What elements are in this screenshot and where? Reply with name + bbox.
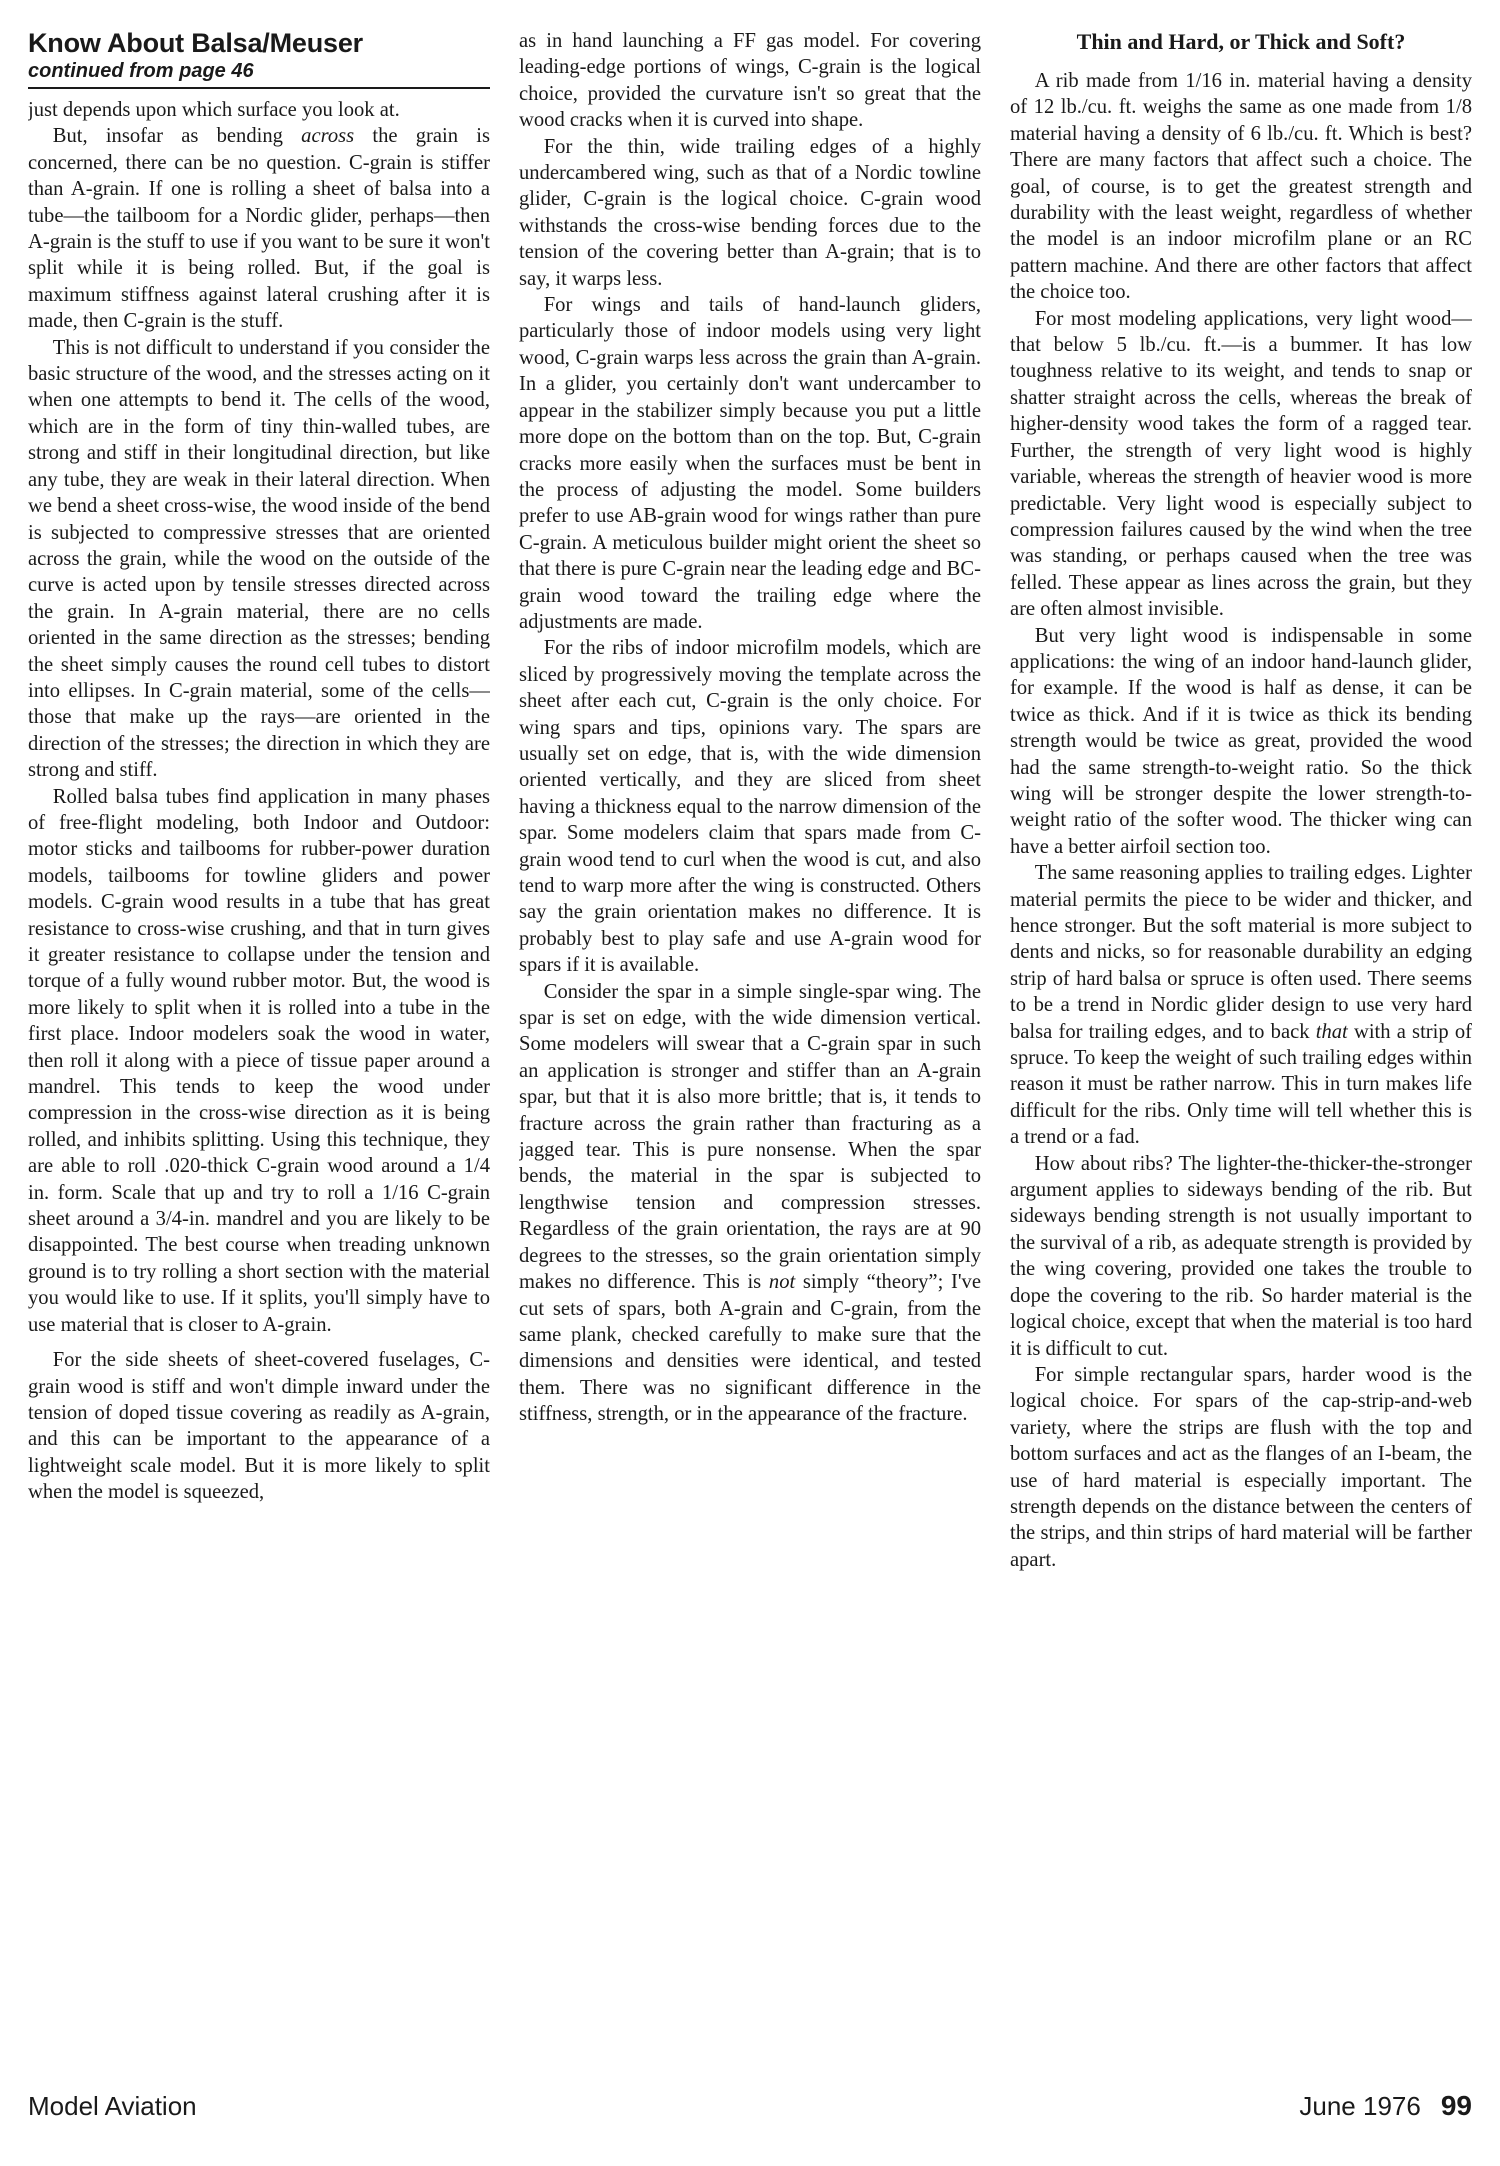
magazine-name: Model Aviation (28, 2091, 197, 2121)
paragraph: This is not difficult to understand if you consider the basic structure of the wood, and the stresses acting on it when one attempts to bend it. The cells of the wood, which are in the form of tiny thin-walled tubes, are strong and stiff in their longitudinal direction, but like any tube, they are weak in their lateral direction. When we bend a sheet cross-wise, the wood inside of the bend is subjected to compressive stresses that are oriented across the grain, while the wood on the outside of the curve is acted upon by tensile stresses directed across the grain. In A-grain material, there are no cells oriented in the same direction as the stresses; bending the sheet simply causes the round cell tubes to distort into ellipses. In C-grain material, some of the cells—those that make up the rays—are oriented in the direction of the stresses; the direction in which they are strong and stiff. (28, 336, 490, 782)
paragraph: For wings and tails of hand-launch gliders, particularly those of indoor models using very light wood, C-grain warps less across the grain than A-grain. In a glider, you certainly don't want undercamber to appear in the stabilizer simply because you put a little more dope on the bottom than on the top. But, C-grain cracks more easily when the surfaces must be bent in the process of adjusting the model. Some builders prefer to use AB-grain wood for wings rather than pure C-grain. A meticulous builder might orient the sheet so that there is pure C-grain near the leading edge and BC-grain wood toward the trailing edge where the adjustments are made. (519, 294, 981, 633)
column-2 (519, 28, 981, 2018)
page-number: 99 (1440, 2090, 1472, 2121)
paragraph: For the thin, wide trailing edges of a highly undercambered wing, such as that of a Nordic towline glider, C-grain is the logical choice. C-grain wood withstands the cross-wise bending forces due to the tension of the covering better than A-grain; that is to say, it warps less. (519, 135, 981, 290)
paragraph: For the ribs of indoor microfilm models, which are sliced by progressively moving the template across the sheet after each cut, C-grain is the only choice. For wing spars and tips, opinions vary. The spars are usually set on edge, that is, with the wide dimension oriented vertically, and they are sliced from sheet having a thickness equal to the narrow dimension of the spar. Some modelers claim that spars made from C-grain wood tend to curl when the wood is cut, and also tend to warp more after the wing is constructed. Others say the grain orientation makes no difference. It is probably best to play safe and use A-grain wood for spars if it is available. (519, 637, 981, 977)
paragraph: But, insofar as bending across the grain is concerned, there can be no question. C-grain is stiffer than A-grain. If one is rolling a sheet of balsa into a tube—the tailboom for a Nordic glider, perhaps—then A-grain is the stuff to use if you want to be sure it won't split while it is being rolled. But, if the goal is maximum stiffness against lateral crushing after it is made, then C-grain is the stuff. (28, 125, 490, 333)
paragraph: as in hand launching a FF gas model. For covering leading-edge portions of wings, C-grain is the logical choice, provided the curvature isn't so great that the wood cracks when it is curved into shape. (519, 30, 981, 132)
column-3 (1010, 28, 1472, 2018)
page-footer (28, 2090, 1472, 2122)
magazine-page (28, 28, 1472, 2121)
section-heading: Thin and Hard, or Thick and Soft? (1076, 29, 1406, 54)
paragraph: Consider the spar in a simple single-spar wing. The spar is set on edge, with the wide dimension vertical. Some modelers will swear that a C-grain spar in such an application is stronger and stiffer than an A-grain spar, but that it is also more brittle; that is, it tends to fracture across the grain rather than fracturing as a jagged tear. This is pure nonsense. When the spar bends, the material in the spar is subjected to lengthwise tension and compression stresses. Regardless of the grain orientation, the rays are at 90 degrees to the stresses, so the grain orientation simply makes no difference. This is not simply “theory”; I've cut sets of spars, both A-grain and C-grain, from the same plank, checked carefully to make sure that the dimensions and densities were identical, and tested them. There was no significant difference in the stiffness, strength, or in the appearance of the fracture. (519, 980, 981, 1426)
paragraph: For most modeling applications, very light wood—that below 5 lb./cu. ft.—is a bummer. It has low toughness relative to its weight, and tends to snap or shatter straight across the cells, whereas the break of higher-density wood takes the form of a ragged tear. Further, the strength of very light wood is highly variable, whereas the strength of heavier wood is more predictable. Very light wood is especially subject to compression failures caused by the wind when the tree was standing, or perhaps caused when the tree was felled. These appear as lines across the grain, but they are often almost invisible. (1010, 307, 1472, 621)
article-columns (28, 28, 1472, 2018)
issue-date: June 1976 (1299, 2091, 1421, 2121)
header-rule (28, 87, 490, 89)
paragraph: Rolled balsa tubes find application in many phases of free-flight modeling, both Indoor and Outdoor: motor sticks and tailbooms for rubber-power duration models, tailbooms for towline gliders and power models. C-grain wood results in a tube that has great resistance to cross-wise crushing, and that in turn gives it greater resistance to collapse under the tension and torque of a fully wound rubber motor. But, the wood is more likely to split when it is rolled into a tube in the first place. Indoor modelers soak the wood in water, then roll it along with a piece of tissue paper around a mandrel. This tends to keep the wood under compression in the cross-wise direction as it is being rolled, and inhibits splitting. Using this technique, they are able to roll .020-thick C-grain wood around a 1/4 in. form. Scale that up and try to roll a 1/16 C-grain sheet around a 3/4-in. mandrel and you are likely to be disappointed. The best course when treading unknown ground is to try rolling a short section with the material you would like to use. If it splits, you'll simply have to use material that is closer to A-grain. (28, 785, 490, 1336)
footer-right (1299, 2090, 1472, 2122)
article-title: Know About Balsa/Meuser (28, 28, 363, 58)
continued-note: continued from page 46 (28, 60, 254, 82)
column-1 (28, 28, 490, 2018)
paragraph: But very light wood is indispensable in some applications: the wing of an indoor hand-launch glider, for example. If the wood is half as dense, it can be twice as thick. And if it is twice as thick its bending strength would be twice as great, provided the wood had the same strength-to-weight ratio. So the thick wing will be stronger despite the lower strength-to-weight ratio of the softer wood. The thicker wing can have a better airfoil section too. (1010, 624, 1472, 858)
paragraph: The same reasoning applies to trailing edges. Lighter material permits the piece to be wider and thicker, and hence stronger. But the soft material is more subject to dents and nicks, so for reasonable durability an edging strip of hard balsa or spruce is often used. There seems to be a trend in Nordic glider design to use very hard balsa for trailing edges, and to back that with a strip of spruce. To keep the weight of such trailing edges within reason it must be rather narrow. This in turn makes life difficult for the ribs. Only time will tell whether this is a trend or a fad. (1010, 862, 1472, 1149)
paragraph: A rib made from 1/16 in. material having a density of 12 lb./cu. ft. weighs the same as one made from 1/8 material having a density of 6 lb./cu. ft. Which is best? There are many factors that affect such a choice. The goal, of course, is to get the greatest strength and durability with the least weight, regardless of whether the model is an indoor microfilm plane or an RC pattern machine. And there are other factors that affect the choice too. (1010, 70, 1472, 304)
paragraph: For simple rectangular spars, harder wood is the logical choice. For spars of the cap-strip-and-web variety, where the strips are flush with the top and bottom surfaces and act as the flanges of an I-beam, the use of hard material is especially important. The strength depends on the distance between the centers of the strips, and thin strips of hard material will be farther apart. (1010, 1363, 1472, 1571)
paragraph: How about ribs? The lighter-the-thicker-the-stronger argument applies to sideways bending of the rib. But sideways bending strength is not usually important to the survival of a rib, as adequate strength is provided by the wing covering, provided one takes the trouble to dope the covering to the rib. So harder material is the logical choice, except that when the material is too hard it is difficult to cut. (1010, 1152, 1472, 1360)
paragraph: For the side sheets of sheet-covered fuselages, C-grain wood is stiff and won't dimple inward under the tension of doped tissue covering as readily as A-grain, and this can be important to the appearance of a lightweight scale model. But it is more likely to split when the model is squeezed, (28, 1349, 490, 1504)
paragraph: just depends upon which surface you look at. (28, 99, 400, 121)
